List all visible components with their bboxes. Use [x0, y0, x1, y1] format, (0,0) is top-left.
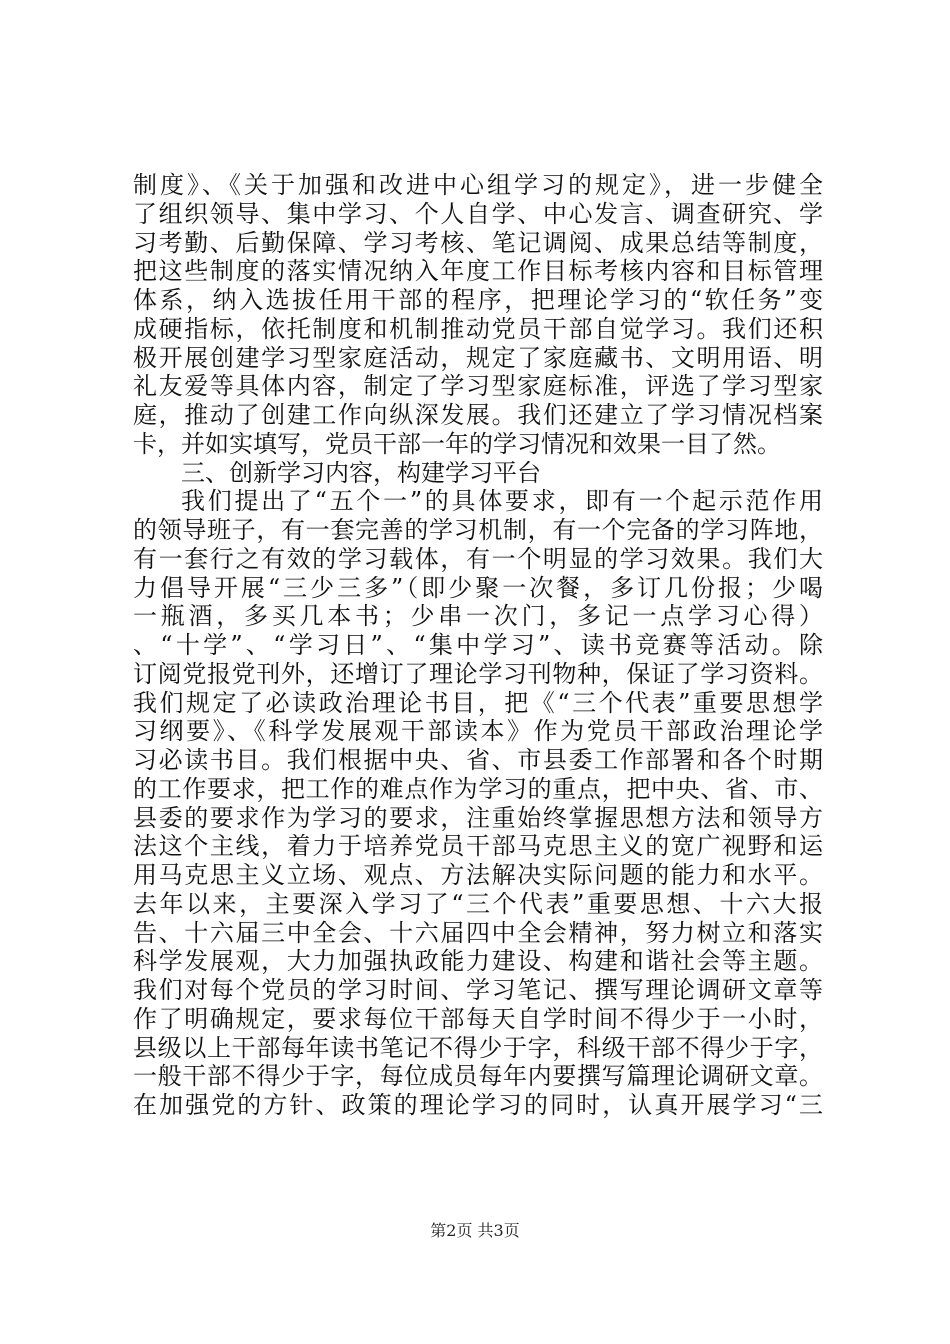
text-line: 一般干部不得少于字，每位成员每年内要撰写篇理论调研文章。: [133, 1062, 823, 1091]
text-line: 有一套行之有效的学习载体，有一个明显的学习效果。我们大: [133, 544, 823, 573]
text-line: 了组织领导、集中学习、个人自学、中心发言、调查研究、学: [133, 199, 823, 228]
text-line: 一瓶酒，多买几本书；少串一次门，多记一点学习心得）: [133, 602, 823, 631]
text-line: 力倡导开展“三少三多”（即少聚一次餐，多订几份报；少喝: [133, 573, 823, 602]
text-line: 法这个主线，着力于培养党员干部马克思主义的宽广视野和运: [133, 832, 823, 861]
section-heading: 三、创新学习内容，构建学习平台: [181, 458, 541, 487]
text-line: 制度》、《关于加强和改进中心组学习的规定》，进一步健全: [133, 171, 823, 199]
text-line: 极开展创建学习型家庭活动，规定了家庭藏书、文明用语、明: [133, 343, 823, 372]
text-line: 习必读书目。我们根据中央、省、市县委工作部署和各个时期: [133, 746, 823, 774]
text-line: 作了明确规定，要求每位干部每天自学时间不得少于一小时，: [133, 1004, 823, 1033]
text-line: 的工作要求，把工作的难点作为学习的重点，把中央、省、市、: [133, 774, 823, 803]
text-line: 把这些制度的落实情况纳入年度工作目标考核内容和目标管理: [133, 257, 823, 286]
text-line: 卡，并如实填写，党员干部一年的学习情况和效果一目了然。: [133, 429, 781, 458]
text-line: 我们提出了“五个一”的具体要求，即有一个起示范作用: [181, 487, 823, 516]
text-line: 订阅党报党刊外，还增订了理论学习刊物种，保证了学习资料。: [133, 659, 823, 688]
text-line: 告、十六届三中全会、十六届四中全会精神，努力树立和落实: [133, 918, 823, 947]
text-line: 科学发展观，大力加强执政能力建设、构建和谐社会等主题。: [133, 947, 823, 976]
body-text: [133, 171, 823, 1120]
text-line: 礼友爱等具体内容，制定了学习型家庭标准，评选了学习型家: [133, 372, 823, 401]
text-line: 的领导班子，有一套完善的学习机制，有一个完备的学习阵地，: [133, 516, 823, 544]
text-line: 习纲要》、《科学发展观干部读本》作为党员干部政治理论学: [133, 717, 823, 746]
text-line: 习考勤、后勤保障、学习考核、笔记调阅、成果总结等制度，: [133, 228, 823, 257]
text-line: 体系，纳入选拔任用干部的程序，把理论学习的“软任务”变: [133, 286, 823, 314]
text-line: 庭，推动了创建工作向纵深发展。我们还建立了学习情况档案: [133, 401, 823, 429]
text-line: 成硬指标，依托制度和机制推动党员干部自觉学习。我们还积: [133, 314, 823, 343]
page-footer: 第2页 共3页: [430, 1221, 520, 1240]
text-line: 在加强党的方针、政策的理论学习的同时，认真开展学习“三: [133, 1091, 823, 1119]
text-line: 用马克思主义立场、观点、方法解决实际问题的能力和水平。: [133, 861, 823, 889]
text-line: 我们规定了必读政治理论书目，把《“三个代表”重要思想学: [133, 688, 823, 717]
text-line: 县级以上干部每年读书笔记不得少于字，科级干部不得少于字，: [133, 1033, 823, 1062]
text-line: 县委的要求作为学习的要求，注重始终掌握思想方法和领导方: [133, 803, 823, 832]
text-line: 、“十学”、“学习日”、“集中学习”、读书竞赛等活动。除: [133, 631, 823, 659]
text-line: 去年以来，主要深入学习了“三个代表”重要思想、十六大报: [133, 889, 823, 918]
text-line: 我们对每个党员的学习时间、学习笔记、撰写理论调研文章等: [133, 976, 823, 1004]
